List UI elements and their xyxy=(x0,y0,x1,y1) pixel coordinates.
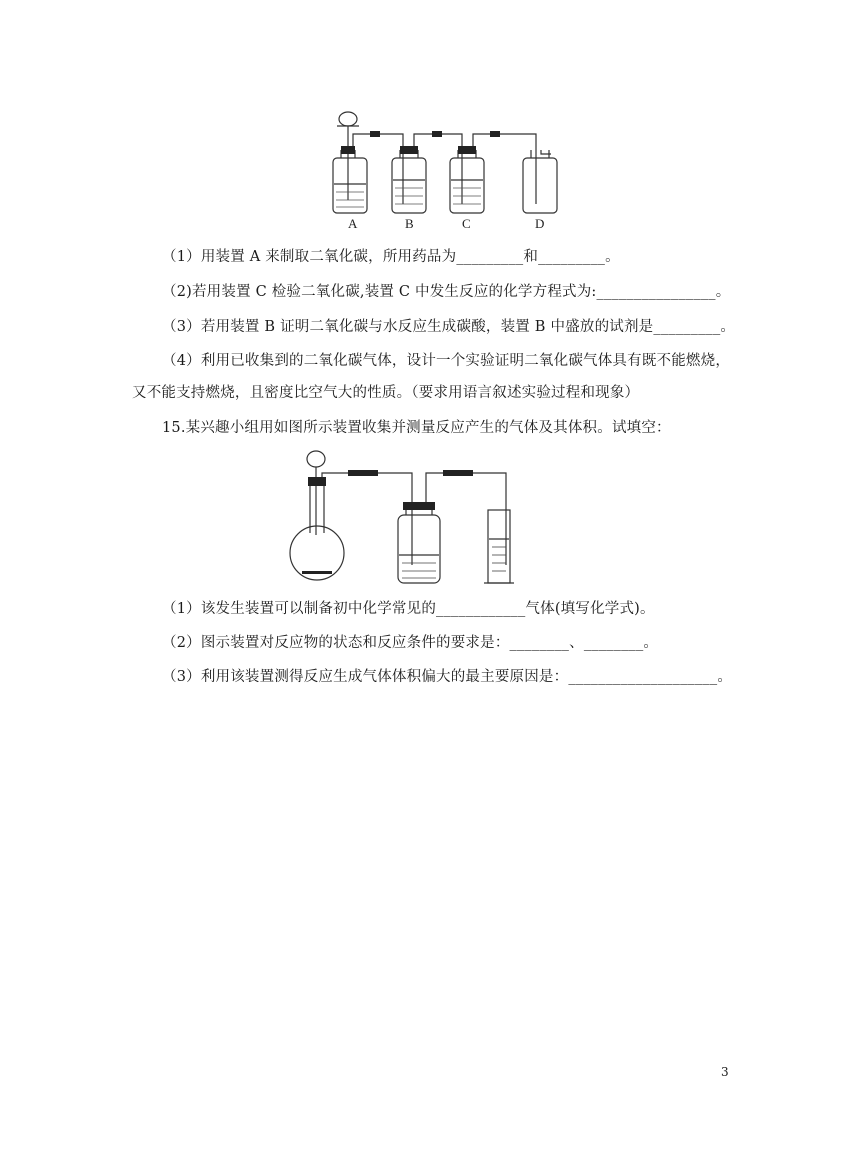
apparatus-figure-abcd xyxy=(320,104,570,234)
label-b: B xyxy=(405,216,414,231)
q14-sub4-line1: （4）利用已收集到的二氧化碳气体，设计一个实验证明二氧化碳气体具有既不能燃烧， xyxy=(162,353,731,369)
page-number: 3 xyxy=(721,1065,729,1079)
q15-sub3: （3）利用该装置测得反应生成气体体积偏大的最主要原因是：____________________。 xyxy=(162,669,733,685)
q15-stem: 15.某兴趣小组用如图所示装置收集并测量反应产生的气体及其体积。试填空： xyxy=(162,420,671,436)
q14-sub4-line2: 又不能支持燃烧，且密度比空气大的性质。（要求用语言叙述实验过程和现象） xyxy=(132,385,640,401)
label-a: A xyxy=(348,216,358,231)
label-d: D xyxy=(535,216,545,231)
q15-sub2: （2）图示装置对反应物的状态和反应条件的要求是：________、________。 xyxy=(162,635,659,651)
q14-sub2: （2)若用装置 C 检验二氧化碳,装置 C 中发生反应的化学方程式为:________________。 xyxy=(162,284,731,300)
label-c: C xyxy=(462,216,471,231)
q14-sub1: （1）用装置 A 来制取二氧化碳，所用药品为_________和_________。 xyxy=(162,249,620,265)
q15-sub1: （1）该发生装置可以制备初中化学常见的____________气体(填写化学式)。 xyxy=(162,601,655,617)
q14-sub3: （3）若用装置 B 证明二氧化碳与水反应生成碳酸，装置 B 中盛放的试剂是_________。 xyxy=(162,319,736,335)
gas-collection-apparatus-figure xyxy=(288,445,528,587)
